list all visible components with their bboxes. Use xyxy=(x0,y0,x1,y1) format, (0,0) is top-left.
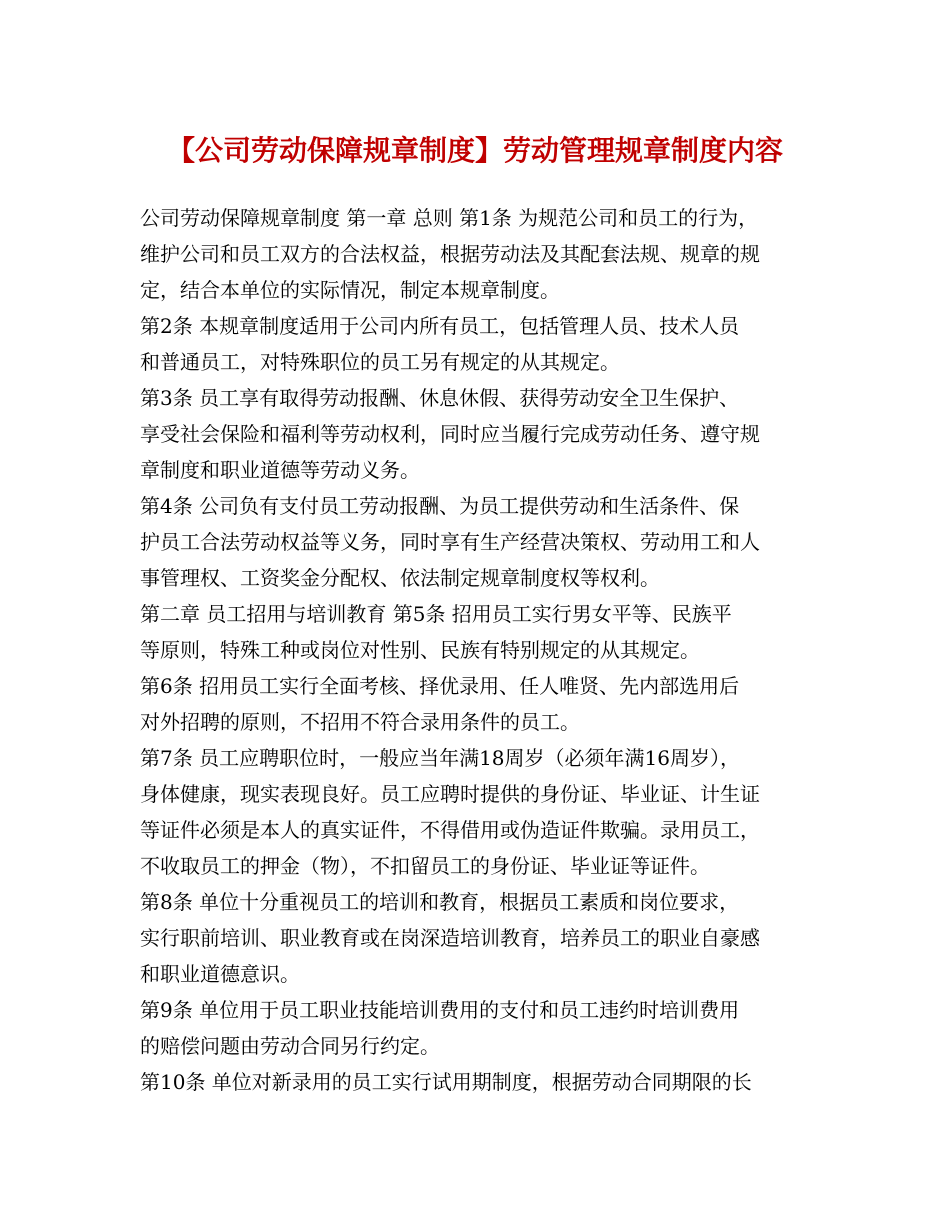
body-line: 等证件必须是本人的真实证件，不得借用或伪造证件欺骗。录用员工， xyxy=(140,818,760,842)
body-line: 第7条 员工应聘职位时，一般应当年满18周岁（必须年满16周岁）， xyxy=(140,746,740,770)
body-line: 维护公司和员工双方的合法权益，根据劳动法及其配套法规、规章的规 xyxy=(140,242,760,266)
document-body xyxy=(140,200,820,1100)
body-line: 第3条 员工享有取得劳动报酬、休息休假、获得劳动安全卫生保护、 xyxy=(140,386,740,410)
body-line: 第二章 员工招用与培训教育 第5条 招用员工实行男女平等、民族平 xyxy=(140,602,732,626)
body-line: 享受社会保险和福利等劳动权利，同时应当履行完成劳动任务、遵守规 xyxy=(140,422,760,446)
body-line: 定，结合本单位的实际情况，制定本规章制度。 xyxy=(140,278,560,302)
body-line: 第9条 单位用于员工职业技能培训费用的支付和员工违约时培训费用 xyxy=(140,998,740,1022)
body-line: 实行职前培训、职业教育或在岗深造培训教育，培养员工的职业自豪感 xyxy=(140,926,760,950)
body-line: 事管理权、工资奖金分配权、依法制定规章制度权等权利。 xyxy=(140,566,660,590)
document-title: 【公司劳动保障规章制度】劳动管理规章制度内容 xyxy=(166,134,783,167)
body-line: 第6条 招用员工实行全面考核、择优录用、任人唯贤、先内部选用后 xyxy=(140,674,740,698)
body-line: 和职业道德意识。 xyxy=(140,962,300,986)
body-line: 第4条 公司负有支付员工劳动报酬、为员工提供劳动和生活条件、保 xyxy=(140,494,740,518)
body-line: 等原则，特殊工种或岗位对性别、民族有特别规定的从其规定。 xyxy=(140,638,700,662)
body-line: 第2条 本规章制度适用于公司内所有员工，包括管理人员、技术人员 xyxy=(140,314,740,338)
body-line: 第10条 单位对新录用的员工实行试用期制度，根据劳动合同期限的长 xyxy=(140,1070,752,1094)
body-line: 第8条 单位十分重视员工的培训和教育，根据员工素质和岗位要求， xyxy=(140,890,740,914)
body-line: 护员工合法劳动权益等义务，同时享有生产经营决策权、劳动用工和人 xyxy=(140,530,760,554)
body-line: 对外招聘的原则，不招用不符合录用条件的员工。 xyxy=(140,710,580,734)
body-line: 和普通员工，对特殊职位的员工另有规定的从其规定。 xyxy=(140,350,620,374)
body-line: 身体健康，现实表现良好。员工应聘时提供的身份证、毕业证、计生证 xyxy=(140,782,760,806)
body-line: 的赔偿问题由劳动合同另行约定。 xyxy=(140,1034,440,1058)
body-line: 章制度和职业道德等劳动义务。 xyxy=(140,458,420,482)
body-line: 不收取员工的押金（物），不扣留员工的身份证、毕业证等证件。 xyxy=(140,854,710,878)
body-line: 公司劳动保障规章制度 第一章 总则 第1条 为规范公司和员工的行为， xyxy=(140,206,759,230)
